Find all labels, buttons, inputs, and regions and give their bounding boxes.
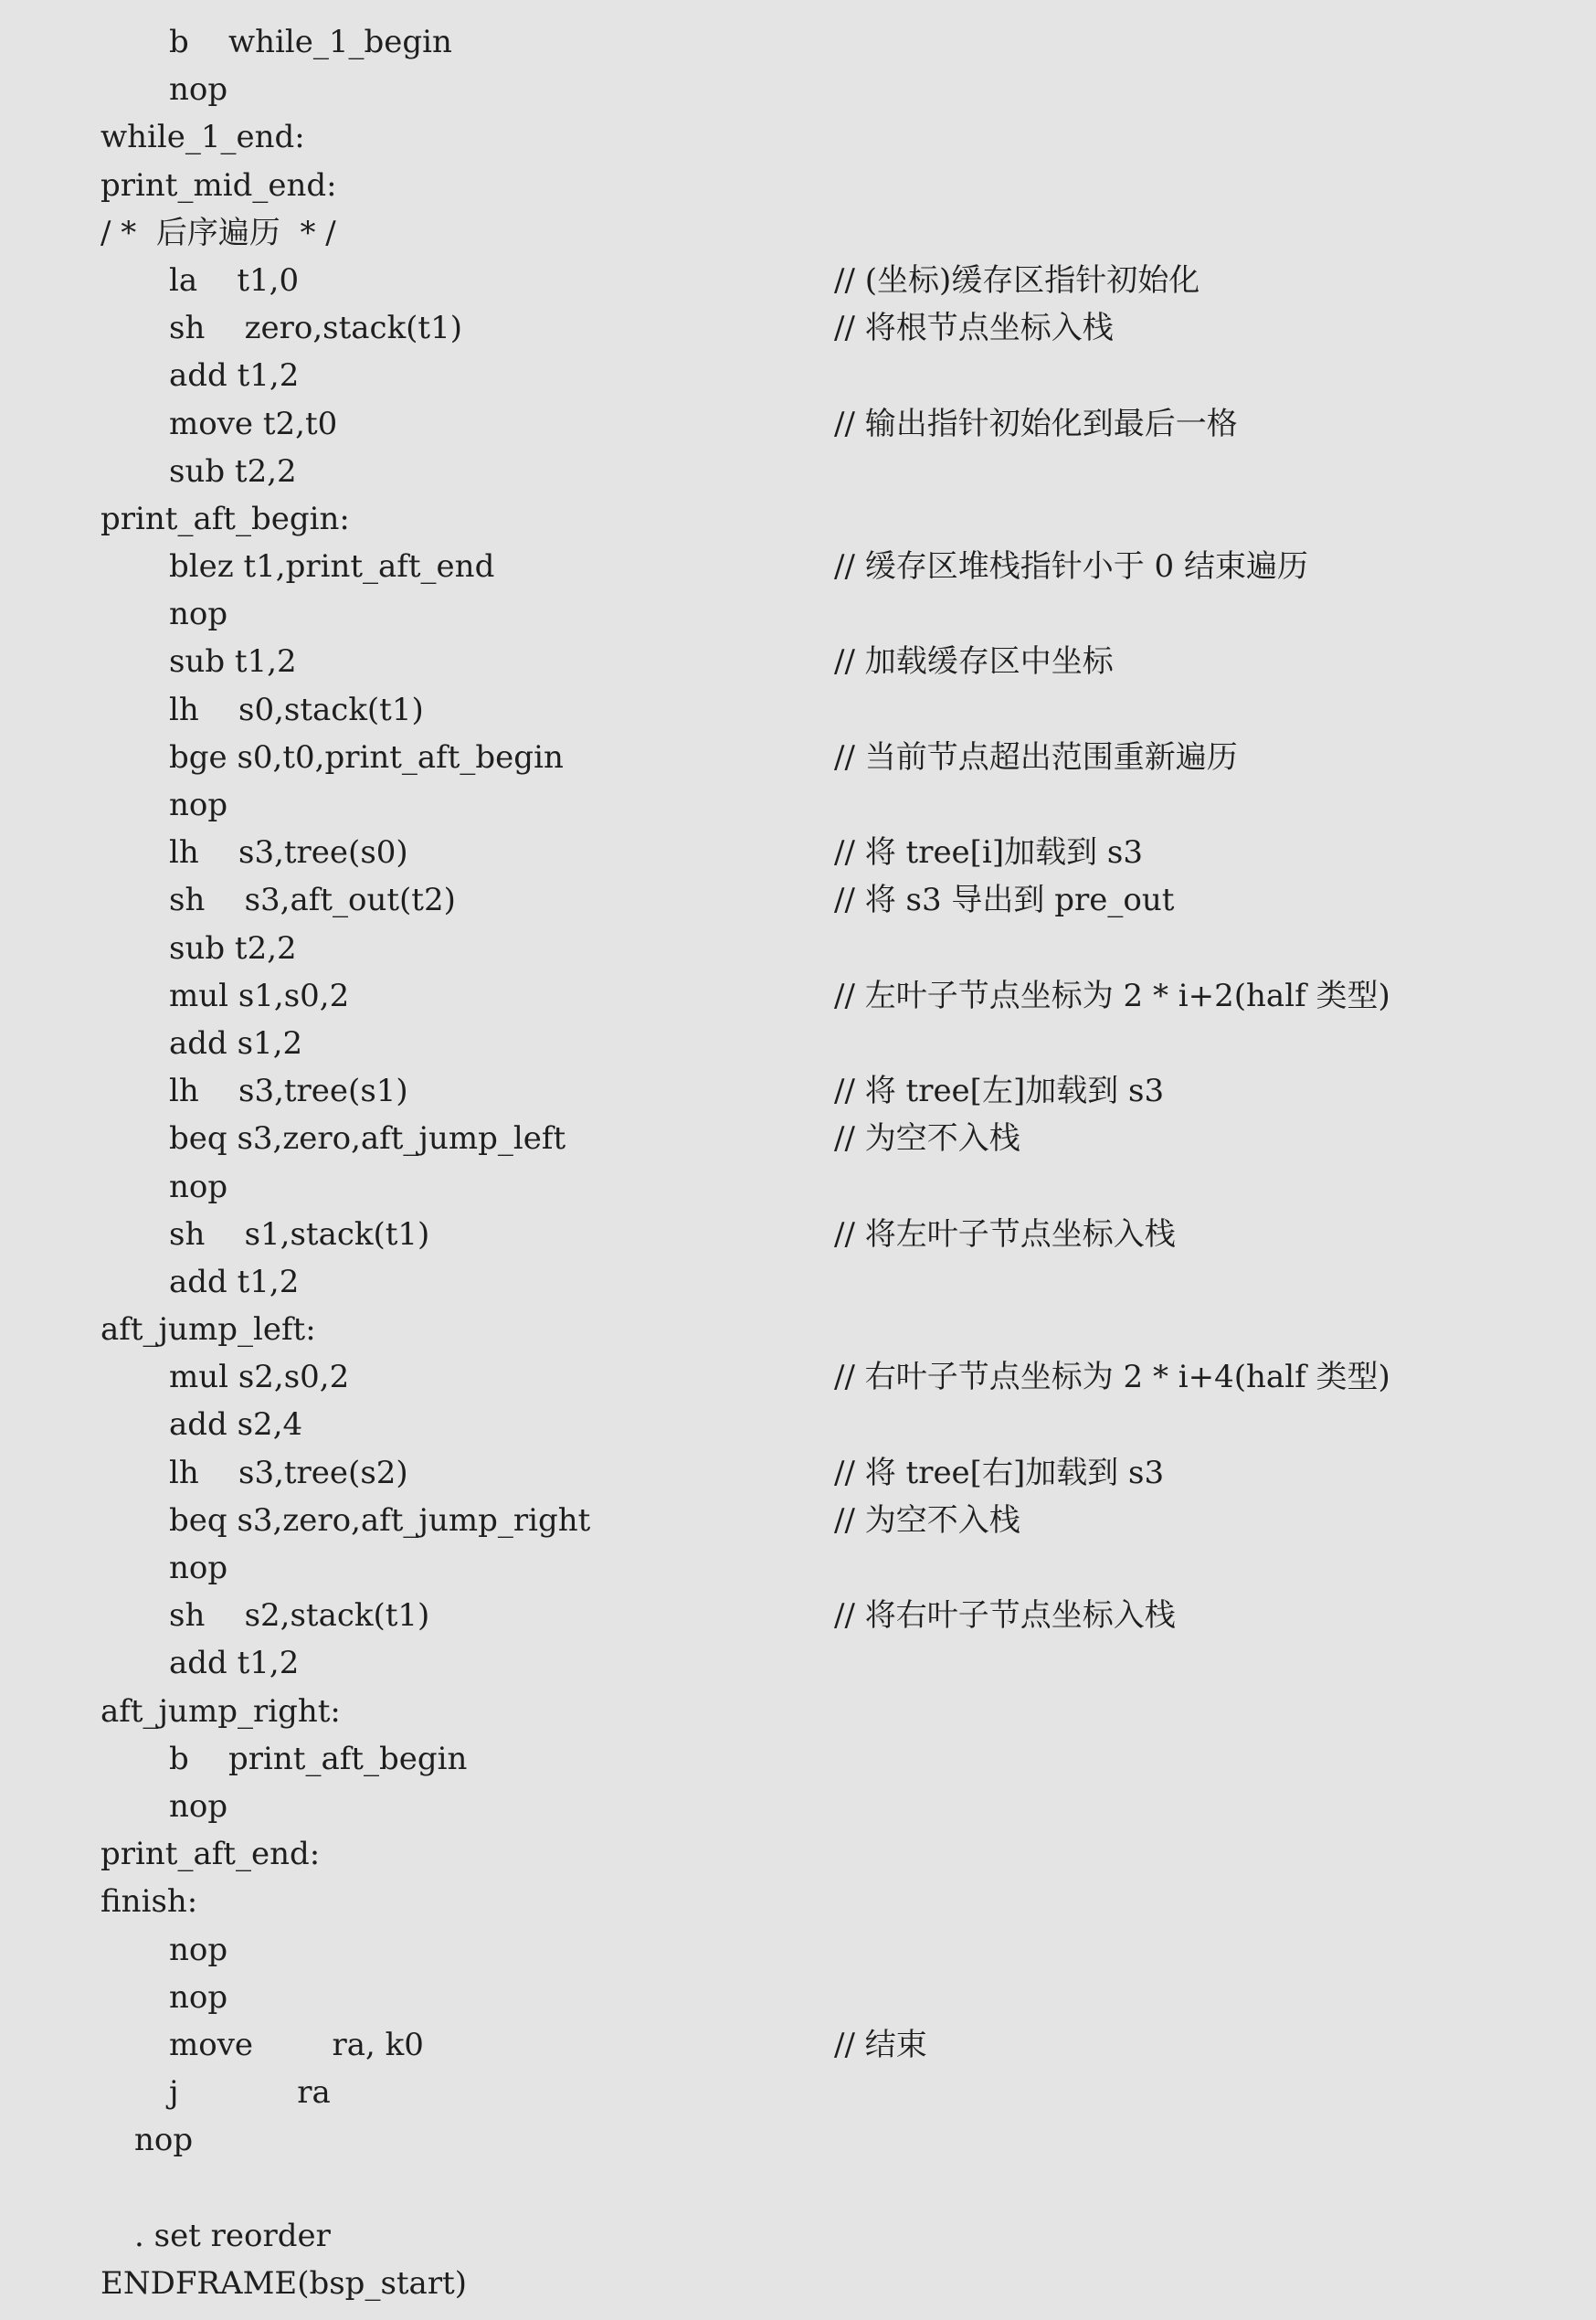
code-comment: // 为空不入栈 [834, 1501, 1020, 1539]
code-comment: // 将 tree[右]加载到 s3 [834, 1454, 1165, 1491]
code-line [0, 1115, 1596, 1162]
code-line [0, 1830, 1596, 1878]
code-line [0, 495, 1596, 543]
code-text: lh s3,tree(s2) [169, 1454, 408, 1491]
code-text: mul s2,s0,2 [169, 1359, 350, 1396]
code-text: add s2,4 [169, 1406, 303, 1444]
code-line [0, 2116, 1596, 2164]
code-line [0, 66, 1596, 113]
code-text: sh zero,stack(t1) [169, 310, 462, 347]
code-line [0, 590, 1596, 638]
code-text: beq s3,zero,aft_jump_right [169, 1501, 591, 1539]
code-comment: // 缓存区堆栈指针小于 0 结束遍历 [834, 548, 1308, 586]
code-line [0, 686, 1596, 734]
code-text: add t1,2 [169, 357, 300, 395]
code-text: aft_jump_right: [100, 1692, 341, 1730]
code-line [0, 1926, 1596, 1974]
code-text: lh s0,stack(t1) [169, 691, 424, 728]
code-line [0, 734, 1596, 781]
code-text: add t1,2 [169, 1645, 300, 1682]
code-comment: // 为空不入栈 [834, 1120, 1020, 1158]
code-line [0, 1401, 1596, 1448]
code-text: move ra, k0 [169, 2026, 424, 2063]
code-line [0, 972, 1596, 1020]
code-text: aft_jump_left: [100, 1311, 316, 1349]
code-text: beq s3,zero,aft_jump_left [169, 1120, 566, 1158]
code-text: print_mid_end: [100, 166, 337, 204]
code-line [0, 1449, 1596, 1497]
code-comment: // (坐标)缓存区指针初始化 [834, 261, 1200, 299]
code-text: move t2,t0 [169, 405, 338, 442]
code-text: sh s1,stack(t1) [169, 1215, 430, 1253]
code-comment: // 将左叶子节点坐标入栈 [834, 1215, 1176, 1253]
code-line [0, 1878, 1596, 1925]
code-comment: // 结束 [834, 2026, 927, 2063]
code-line [0, 2212, 1596, 2260]
code-line [0, 2021, 1596, 2069]
code-text: la t1,0 [169, 261, 300, 299]
code-comment: // 将根节点坐标入栈 [834, 310, 1114, 347]
code-line [0, 400, 1596, 448]
code-line [0, 1353, 1596, 1401]
code-text: bge s0,t0,print_aft_begin [169, 738, 564, 776]
code-text: lh s3,tree(s0) [169, 834, 408, 872]
code-text: mul s1,s0,2 [169, 977, 350, 1014]
code-text: nop [169, 1168, 228, 1205]
code-comment: // 将 s3 导出到 pre_out [834, 882, 1175, 919]
code-line [0, 2069, 1596, 2116]
code-comment: // 左叶子节点坐标为 2 * i+2(half 类型) [834, 977, 1390, 1014]
code-line [0, 1783, 1596, 1830]
code-line [0, 1735, 1596, 1783]
code-line [0, 1067, 1596, 1115]
code-line [0, 1639, 1596, 1687]
code-line [0, 113, 1596, 161]
code-line [0, 1306, 1596, 1353]
code-line [0, 1544, 1596, 1592]
code-line [0, 1211, 1596, 1258]
code-text: sh s2,stack(t1) [169, 1597, 430, 1635]
code-line [0, 352, 1596, 399]
code-line [0, 2260, 1596, 2307]
code-text: nop [169, 1787, 228, 1825]
code-text: sub t1,2 [169, 643, 297, 681]
code-text: j ra [169, 2074, 331, 2112]
code-line [0, 781, 1596, 829]
code-text: nop [134, 2122, 194, 2159]
code-comment: // 右叶子节点坐标为 2 * i+4(half 类型) [834, 1359, 1390, 1396]
code-text: add t1,2 [169, 1263, 300, 1300]
code-text: ENDFRAME(bsp_start) [100, 2264, 468, 2302]
code-text: / * 后序遍历 * / [100, 214, 336, 251]
code-line [0, 2164, 1596, 2211]
code-text: blez t1,print_aft_end [169, 548, 495, 586]
code-text: sh s3,aft_out(t2) [169, 882, 456, 919]
code-line [0, 448, 1596, 495]
code-line [0, 1688, 1596, 1735]
code-comment: // 当前节点超出范围重新遍历 [834, 738, 1238, 776]
code-line [0, 1497, 1596, 1544]
code-text: lh s3,tree(s1) [169, 1073, 408, 1110]
code-text: . set reorder [134, 2217, 331, 2254]
code-line [0, 18, 1596, 66]
code-comment: // 将右叶子节点坐标入栈 [834, 1597, 1176, 1635]
code-line [0, 162, 1596, 209]
code-text: sub t2,2 [169, 452, 297, 490]
code-comment: // 加载缓存区中坐标 [834, 643, 1114, 681]
code-line [0, 1258, 1596, 1306]
code-line [0, 638, 1596, 685]
code-line [0, 925, 1596, 972]
code-text: print_aft_begin: [100, 500, 350, 537]
code-line [0, 876, 1596, 924]
code-text: print_aft_end: [100, 1836, 321, 1873]
code-comment: // 将 tree[i]加载到 s3 [834, 834, 1143, 872]
code-line [0, 1974, 1596, 2021]
code-line [0, 543, 1596, 590]
code-text: nop [169, 596, 228, 633]
code-line [0, 209, 1596, 257]
code-text: nop [169, 71, 228, 109]
code-text: sub t2,2 [169, 929, 297, 967]
code-line [0, 1020, 1596, 1067]
code-text: nop [169, 1931, 228, 1968]
code-comment: // 将 tree[左]加载到 s3 [834, 1073, 1165, 1110]
code-line [0, 1592, 1596, 1639]
code-text: nop [169, 1550, 228, 1586]
code-line [0, 829, 1596, 876]
code-text: while_1_end: [100, 119, 305, 156]
code-text: add s1,2 [169, 1024, 303, 1062]
code-text: b while_1_begin [169, 24, 452, 60]
code-line [0, 304, 1596, 352]
code-text: nop [169, 1978, 228, 2016]
code-text: b print_aft_begin [169, 1740, 468, 1777]
code-comment: // 输出指针初始化到最后一格 [834, 405, 1238, 442]
code-text: finish: [100, 1883, 198, 1921]
code-listing [0, 18, 1596, 2307]
code-text: nop [169, 787, 228, 823]
code-line [0, 257, 1596, 304]
code-line [0, 1163, 1596, 1211]
